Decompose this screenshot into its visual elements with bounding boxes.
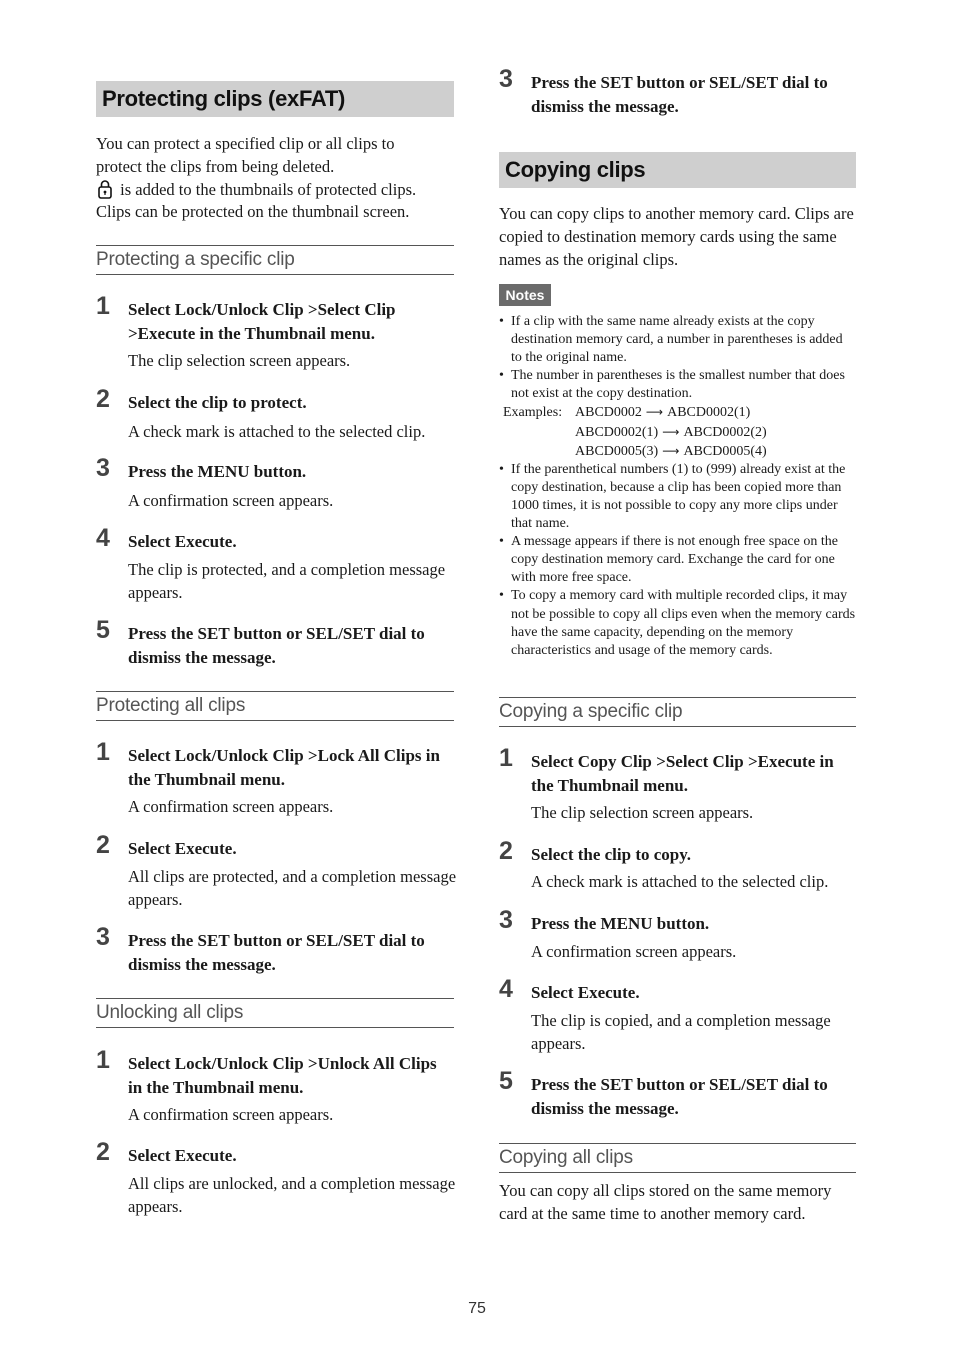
example-row: ABCD0005(3) ⟶ ABCD0005(4) [575,443,767,459]
step-result: A confirmation screen appears. [128,491,334,510]
step-result: The clip selection screen appears. [128,351,351,370]
step-number: 1 [96,738,110,766]
step-result: The clip is copied, and a completion message appears. [531,1011,831,1053]
step-instruction: Select Copy Clip >Select Clip >Execute in the Thumbnail menu. [531,752,834,795]
step-number: 2 [96,385,110,413]
section-title-protecting-clips: Protecting clips (exFAT) [96,81,454,117]
step-instruction: Press the SET button or SEL/SET dial to dismiss the message. [128,624,425,667]
step-number: 1 [96,292,110,320]
note-item: • If the parenthetical numbers (1) to (999) already exist at the copy destination, because a clip has been copied more than 1000 times, it is not possible to copy any more clips under that name. [499,461,846,532]
step-number: 2 [499,837,513,865]
note-item: • The number in parentheses is the smallest number that does not exist at the copy destination. Examples: ABCD0002 ⟶ ABCD0002(1) ABCD0002(1) ⟶ ABCD0002(2) ABCD0005(3) ⟶ ABCD0005(4) [499,367,856,460]
step-number: 2 [96,831,110,859]
step-instruction: Press the SET button or SEL/SET dial to dismiss the message. [531,73,828,116]
step-number: 2 [96,1138,110,1166]
copy-intro: You can copy clips to another memory card. Clips are copied to destination memory cards using the same names as the original clips. [499,204,854,269]
step-instruction: Press the MENU button. [531,914,710,933]
step-instruction: Press the MENU button. [128,462,307,481]
examples-label: Examples: [503,405,563,421]
step-result: All clips are unlocked, and a completion message appears. [128,1174,456,1216]
step-result: A confirmation screen appears. [128,1105,334,1124]
step-instruction: Select Execute. [531,983,640,1002]
step-number: 1 [499,744,513,772]
notes-label: Notes [499,284,551,306]
step-instruction: Select Lock/Unlock Clip >Lock All Clips in the Thumbnail menu. [128,746,440,789]
step-instruction: Select the clip to copy. [531,845,692,864]
example-row: Examples: ABCD0002 ⟶ ABCD0002(1) [503,403,856,422]
step-instruction: Select the clip to protect. [128,393,307,412]
step-number: 1 [96,1046,110,1074]
lock-icon [96,179,114,199]
step-instruction: Press the SET button or SEL/SET dial to dismiss the message. [128,931,425,974]
subsection-title-unlocking-all-clips: Unlocking all clips [96,998,454,1028]
step-number: 3 [499,906,513,934]
step-result: The clip is protected, and a completion message appears. [128,560,446,602]
arrow-right-icon: ⟶ [662,424,680,439]
page-number: 75 [468,1300,486,1317]
step-result: All clips are protected, and a completion message appears. [128,867,457,909]
note-item: • A message appears if there is not enough free space on the copy destination memory card. Exchange the card for one with more free space. [499,534,838,586]
arrow-right-icon: ⟶ [645,405,664,420]
step-instruction: Select Execute. [128,532,237,551]
step-number: 3 [96,454,110,482]
subsection-title-copying-all-clips: Copying all clips [499,1143,856,1173]
section-title-copying-clips: Copying clips [499,152,856,188]
examples-block [503,403,856,460]
step-result: A confirmation screen appears. [128,797,334,816]
step-instruction: Select Lock/Unlock Clip >Unlock All Clips in the Thumbnail menu. [128,1054,437,1097]
step-number: 4 [96,524,110,552]
step-instruction: Select Execute. [128,839,237,858]
step-number: 5 [96,616,110,644]
step-instruction: Select Lock/Unlock Clip >Select Clip >Execute in the Thumbnail menu. [128,300,396,343]
step-result: The clip selection screen appears. [531,803,754,822]
subsection-title-protecting-all-clips: Protecting all clips [96,691,454,721]
note-item: • If a clip with the same name already exists at the copy destination memory card, a number in parentheses is added to the original name. [499,314,843,366]
step-number: 4 [499,975,513,1003]
subsection-title-protecting-specific-clip: Protecting a specific clip [96,245,454,275]
step-number: 5 [499,1067,513,1095]
subsection-title-copying-specific-clip: Copying a specific clip [499,697,856,727]
step-result: A check mark is attached to the selected clip. [128,422,426,441]
arrow-right-icon: ⟶ [662,443,680,458]
copy-all-text: You can copy all clips stored on the same memory card at the same time to another memory card. [499,1181,832,1223]
example-row: ABCD0002(1) ⟶ ABCD0002(2) [575,424,767,440]
step-number: 3 [96,923,110,951]
step-instruction: Select Execute. [128,1146,237,1165]
protect-intro: You can protect a specified clip or all clips to protect the clips from being deleted. is added to the thumbnails of protected clips. Clips can be protected on the thumbnail screen. [96,134,417,222]
step-number: 3 [499,65,513,93]
step-result: A check mark is attached to the selected clip. [531,872,829,891]
notes-list [499,313,856,660]
step-result: A confirmation screen appears. [531,942,737,961]
step-instruction: Press the SET button or SEL/SET dial to dismiss the message. [531,1075,828,1118]
note-item: • To copy a memory card with multiple recorded clips, it may not be possible to copy all clips even when the memory cards have the same capacity, depending on the memory characteristics and usage of the memory cards. [499,588,856,658]
